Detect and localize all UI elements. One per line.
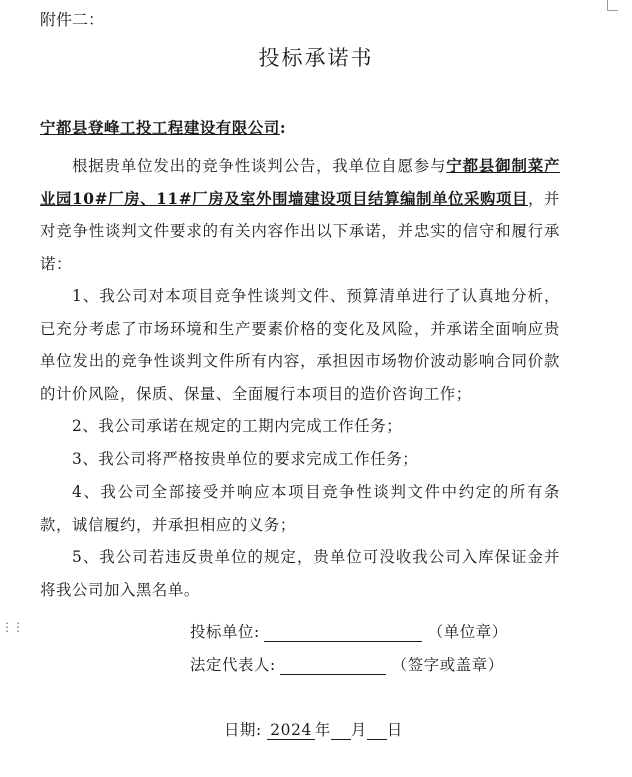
project-name: 宁都县御制菜产业园10#厂房、11#厂房及室外围墙建设项目结算编制单位采购项目 (40, 157, 560, 208)
legal-representative-note: （签字或盖章） (391, 656, 504, 674)
bidder-label: 投标单位: (190, 623, 260, 641)
date-year[interactable]: 2024 (267, 722, 315, 740)
intro-text-before: 根据贵单位发出的竞争性谈判公告，我单位自愿参与 (72, 157, 447, 175)
date-row (224, 720, 403, 740)
bidder-signature-field[interactable] (264, 625, 422, 642)
document-title: 投标承诺书 (258, 46, 374, 70)
intro-text-after: ，并对竞争性谈判文件要求的有关内容作出以下承诺，并忠实的信守和履行承诺： (40, 189, 560, 273)
legal-representative-signature-field[interactable] (280, 658, 386, 675)
commitment-item-1: 1、我公司对本项目竞争性谈判文件、预算清单进行了认真地分析，已充分考虑了市场环境和生产要素价格的变化及风险，并承诺全面响应贵单位发出的竞争性谈判文件所有内容，承担因市场物价波动影响合同价款的计价风险，保质、保量、全面履行本项目的造价咨询工作； (40, 287, 560, 403)
intro-paragraph (40, 150, 560, 280)
bidder-seal-note: （单位章） (427, 623, 508, 641)
date-month-unit: 月 (350, 721, 367, 739)
legal-representative-row (190, 655, 504, 675)
addressee (40, 118, 560, 138)
commitment-item-5: 5、我公司若违反贵单位的规定，贵单位可没收我公司入库保证金并将我公司加入黑名单。 (40, 548, 560, 599)
addressee-colon: : (279, 119, 287, 137)
date-day-unit: 日 (386, 721, 403, 739)
legal-representative-label: 法定代表人: (190, 656, 276, 674)
date-label: 日期: (224, 721, 262, 739)
date-day-field[interactable] (367, 723, 387, 740)
commitment-item-4: 4、我公司全部接受并响应本项目竞争性谈判文件中约定的所有条款，诚信履约，并承担相应的义务； (40, 483, 560, 534)
attachment-label: 附件二： (40, 10, 105, 29)
bidder-signature-row (190, 622, 508, 642)
commitment-item-2: 2、我公司承诺在规定的工期内完成工作任务； (72, 417, 403, 435)
date-year-unit: 年 (314, 721, 331, 739)
drag-handle-icon[interactable]: ⋮⋮ (1, 620, 23, 634)
page-corner-mark (607, 0, 618, 11)
commitment-item-3: 3、我公司将严格按贵单位的要求完成工作任务； (72, 450, 419, 468)
date-month-field[interactable] (331, 723, 351, 740)
addressee-name: 宁都县登峰工投工程建设有限公司 (40, 119, 280, 137)
